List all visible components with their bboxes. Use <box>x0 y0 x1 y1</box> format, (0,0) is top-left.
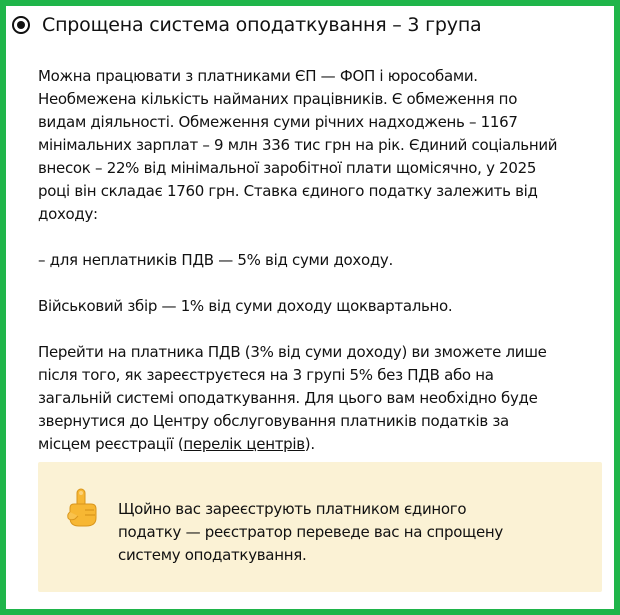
text-line: звернутися до Центру обслуговування платників податків за <box>38 412 509 430</box>
vat-rate-line: – для неплатників ПДВ — 5% від суми доходу. <box>38 251 393 269</box>
description-paragraph <box>38 65 608 226</box>
text-line: Можна працювати з платниками ЄП — ФОП і юрособами. <box>38 67 478 85</box>
text-fragment: місцем реєстрації ( <box>38 435 184 453</box>
text-line: доходу: <box>38 205 98 223</box>
note-line: податку — реєстратор переведе вас на спрощену <box>118 523 503 541</box>
vat-transition-paragraph <box>38 341 608 456</box>
text-line: році він складає 1760 грн. Ставка єдиного податку залежить від <box>38 182 538 200</box>
note-line: Щойно вас зареєструють платником єдиного <box>118 500 467 518</box>
text-line-with-link <box>38 433 608 456</box>
text-line: внесок – 22% від мінімальної заробітної плати щомісячно, у 2025 <box>38 159 537 177</box>
text-fragment: ). <box>304 435 315 453</box>
pointing-up-hand-icon <box>64 488 100 528</box>
option-description <box>38 65 608 456</box>
text-line: після того, як зареєструєтеся на 3 групі 5% без ПДВ або на <box>38 366 494 384</box>
radio-selected-dot <box>17 21 25 29</box>
info-note <box>38 462 602 592</box>
text-line: загальній системі оподаткування. Для цього вам необхідно буде <box>38 389 538 407</box>
radio-button[interactable] <box>12 16 30 34</box>
text-line: видам діяльності. Обмеження суми річних надходжень – 1167 <box>38 113 518 131</box>
text-line: мінімальних зарплат – 9 млн 336 тис грн на рік. Єдиний соціальний <box>38 136 558 154</box>
service-centers-link[interactable]: перелік центрів <box>183 435 305 453</box>
military-levy-line: Військовий збір — 1% від суми доходу щоквартально. <box>38 297 453 315</box>
note-line: систему оподаткування. <box>118 546 307 564</box>
note-text <box>118 498 503 567</box>
tax-option-header[interactable] <box>12 14 482 36</box>
option-title: Спрощена система оподаткування – 3 група <box>42 14 482 36</box>
text-line: Перейти на платника ПДВ (3% від суми доходу) ви зможете лише <box>38 343 547 361</box>
text-line: Необмежена кількість найманих працівників. Є обмеження по <box>38 90 518 108</box>
